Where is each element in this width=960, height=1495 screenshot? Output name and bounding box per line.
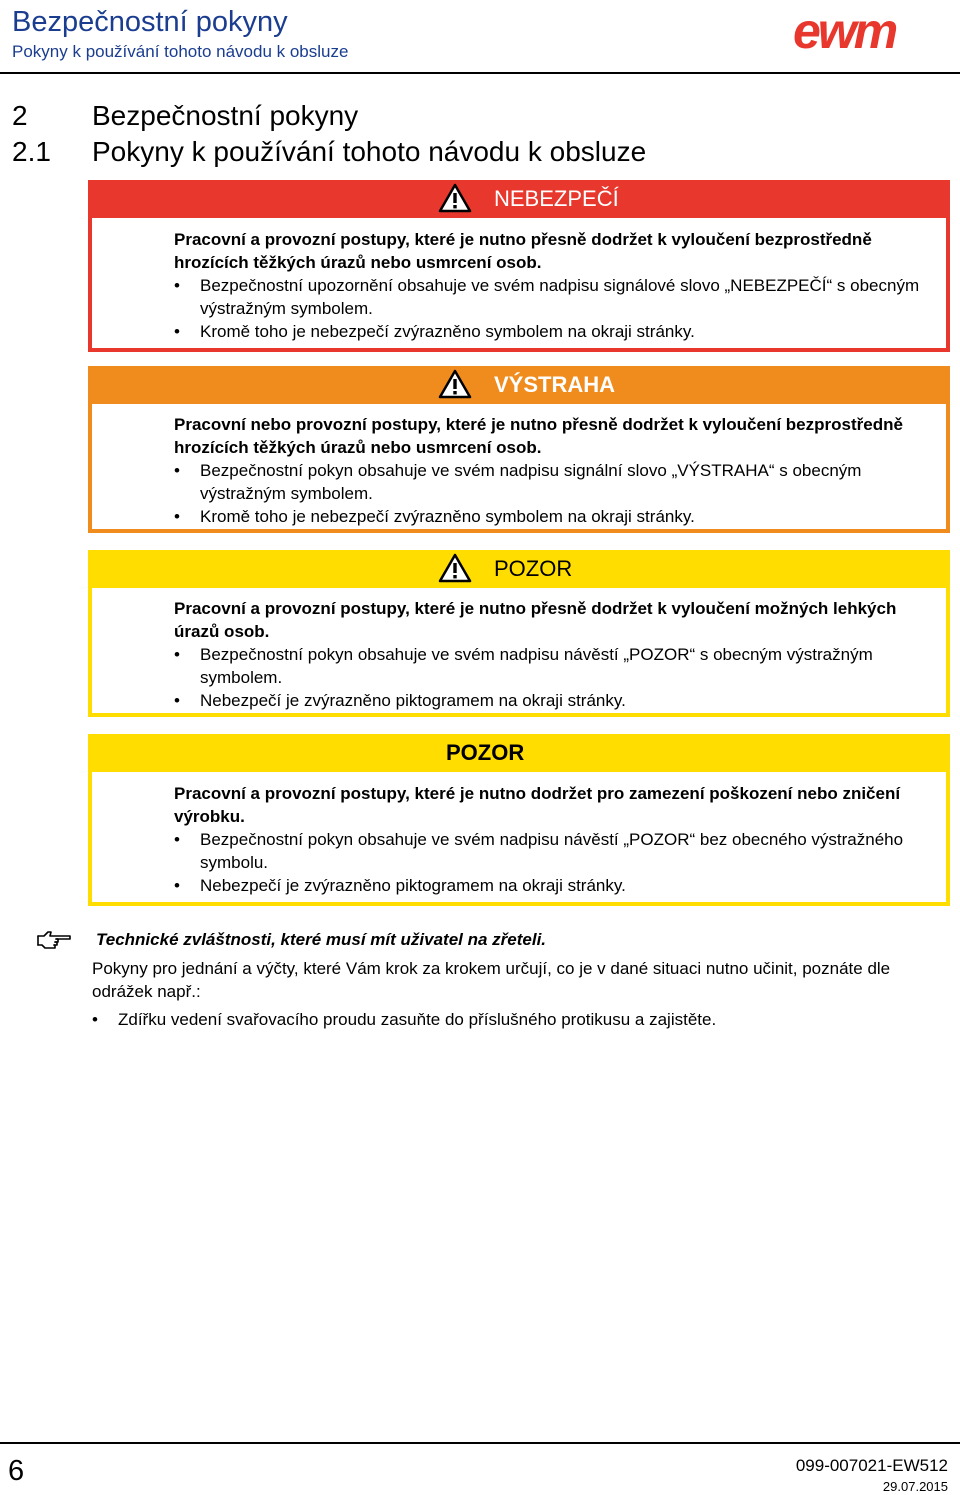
document-date: 29.07.2015 — [882, 1479, 948, 1494]
notice-bullet-list — [174, 274, 936, 343]
logo-text: ewm — [793, 8, 896, 56]
notice-text — [174, 413, 936, 528]
warning-triangle-icon — [438, 183, 472, 218]
note-bullet-text: Zdířku vedení svařovacího proudu zasuňte do příslušného protikusu a zajistěte. — [118, 1010, 717, 1029]
list-item: • Bezpečnostní pokyn obsahuje ve svém nadpisu návěstí „POZOR“ s obecným výstražným symbolem. — [174, 643, 936, 689]
document-number: 099-007021-EW512 — [795, 1456, 948, 1475]
notice-bullet-list — [174, 459, 936, 528]
warning-triangle-icon — [438, 553, 472, 588]
list-item: • Bezpečnostní upozornění obsahuje ve svém nadpisu signálové slovo „NEBEZPEČÍ“ s obecným výstražným symbolem. — [174, 274, 936, 320]
notice-title-danger: NEBEZPEČÍ — [494, 186, 619, 211]
notice-bullet-list — [174, 643, 936, 712]
section-number: 2.1 — [12, 136, 51, 167]
note-body: Pokyny pro jednání a výčty, které Vám krok za krokem určují, co je v dané situaci nutno učinit, poznáte dle odrážek např.: — [92, 959, 891, 1001]
header-rule — [0, 72, 960, 74]
list-item: • Nebezpečí je zvýrazněno piktogramem na okraji stránky. — [174, 689, 936, 712]
chapter-title: Bezpečnostní pokyny — [92, 100, 359, 131]
pointing-hand-icon — [36, 928, 72, 955]
list-item: • Kromě toho je nebezpečí zvýrazněno symbolem na okraji stránky. — [174, 505, 936, 528]
notice-lead: Pracovní nebo provozní postupy, které je nutno přesně dodržet k vyloučení bezprostředně hrozících těžkých úrazů nebo usmrcení osob. — [174, 415, 903, 457]
notice-title-warning: VÝSTRAHA — [494, 372, 616, 397]
page-header-title: Bezpečnostní pokyny — [12, 6, 288, 38]
list-item: • Kromě toho je nebezpečí zvýrazněno symbolem na okraji stránky. — [174, 320, 936, 343]
note-title: Technické zvláštnosti, které musí mít uživatel na zřeteli. — [96, 930, 547, 949]
warning-triangle-icon — [438, 369, 472, 404]
notice-lead: Pracovní a provozní postupy, které je nutno přesně dodržet k vyloučení bezprostředně hrozících těžkých úrazů nebo usmrcení osob. — [174, 230, 872, 272]
notice-text — [174, 597, 936, 712]
footer-rule — [0, 1442, 960, 1444]
danger-notice-box — [88, 180, 950, 352]
list-item: • Bezpečnostní pokyn obsahuje ve svém nadpisu návěstí „POZOR“ bez obecného výstražného symbolu. — [174, 828, 936, 874]
ewm-logo — [793, 8, 943, 61]
page-number: 6 — [8, 1455, 25, 1487]
page-header-subtitle: Pokyny k používání tohoto návodu k obsluze — [12, 42, 349, 61]
notice-text — [174, 228, 936, 343]
chapter-number: 2 — [12, 100, 28, 131]
notice-title-caution: POZOR — [446, 740, 525, 765]
caution-notice-box — [88, 550, 950, 717]
notice-text — [174, 782, 936, 897]
bullet-symbol: • — [92, 1010, 98, 1029]
notice-lead: Pracovní a provozní postupy, které je nutno dodržet pro zamezení poškození nebo zničení výrobku. — [174, 784, 901, 826]
list-item: • Bezpečnostní pokyn obsahuje ve svém nadpisu signální slovo „VÝSTRAHA“ s obecným výstražným symbolem. — [174, 459, 936, 505]
notice-lead: Pracovní a provozní postupy, které je nutno přesně dodržet k vyloučení možných lehkých úrazů osob. — [174, 599, 897, 641]
section-title: Pokyny k používání tohoto návodu k obsluze — [92, 136, 647, 167]
notice-bullet-list — [174, 828, 936, 897]
list-item: • Nebezpečí je zvýrazněno piktogramem na okraji stránky. — [174, 874, 936, 897]
notice-title-caution: POZOR — [494, 556, 573, 581]
warning-notice-box — [88, 366, 950, 533]
caution-notice-box-no-symbol — [88, 734, 950, 906]
